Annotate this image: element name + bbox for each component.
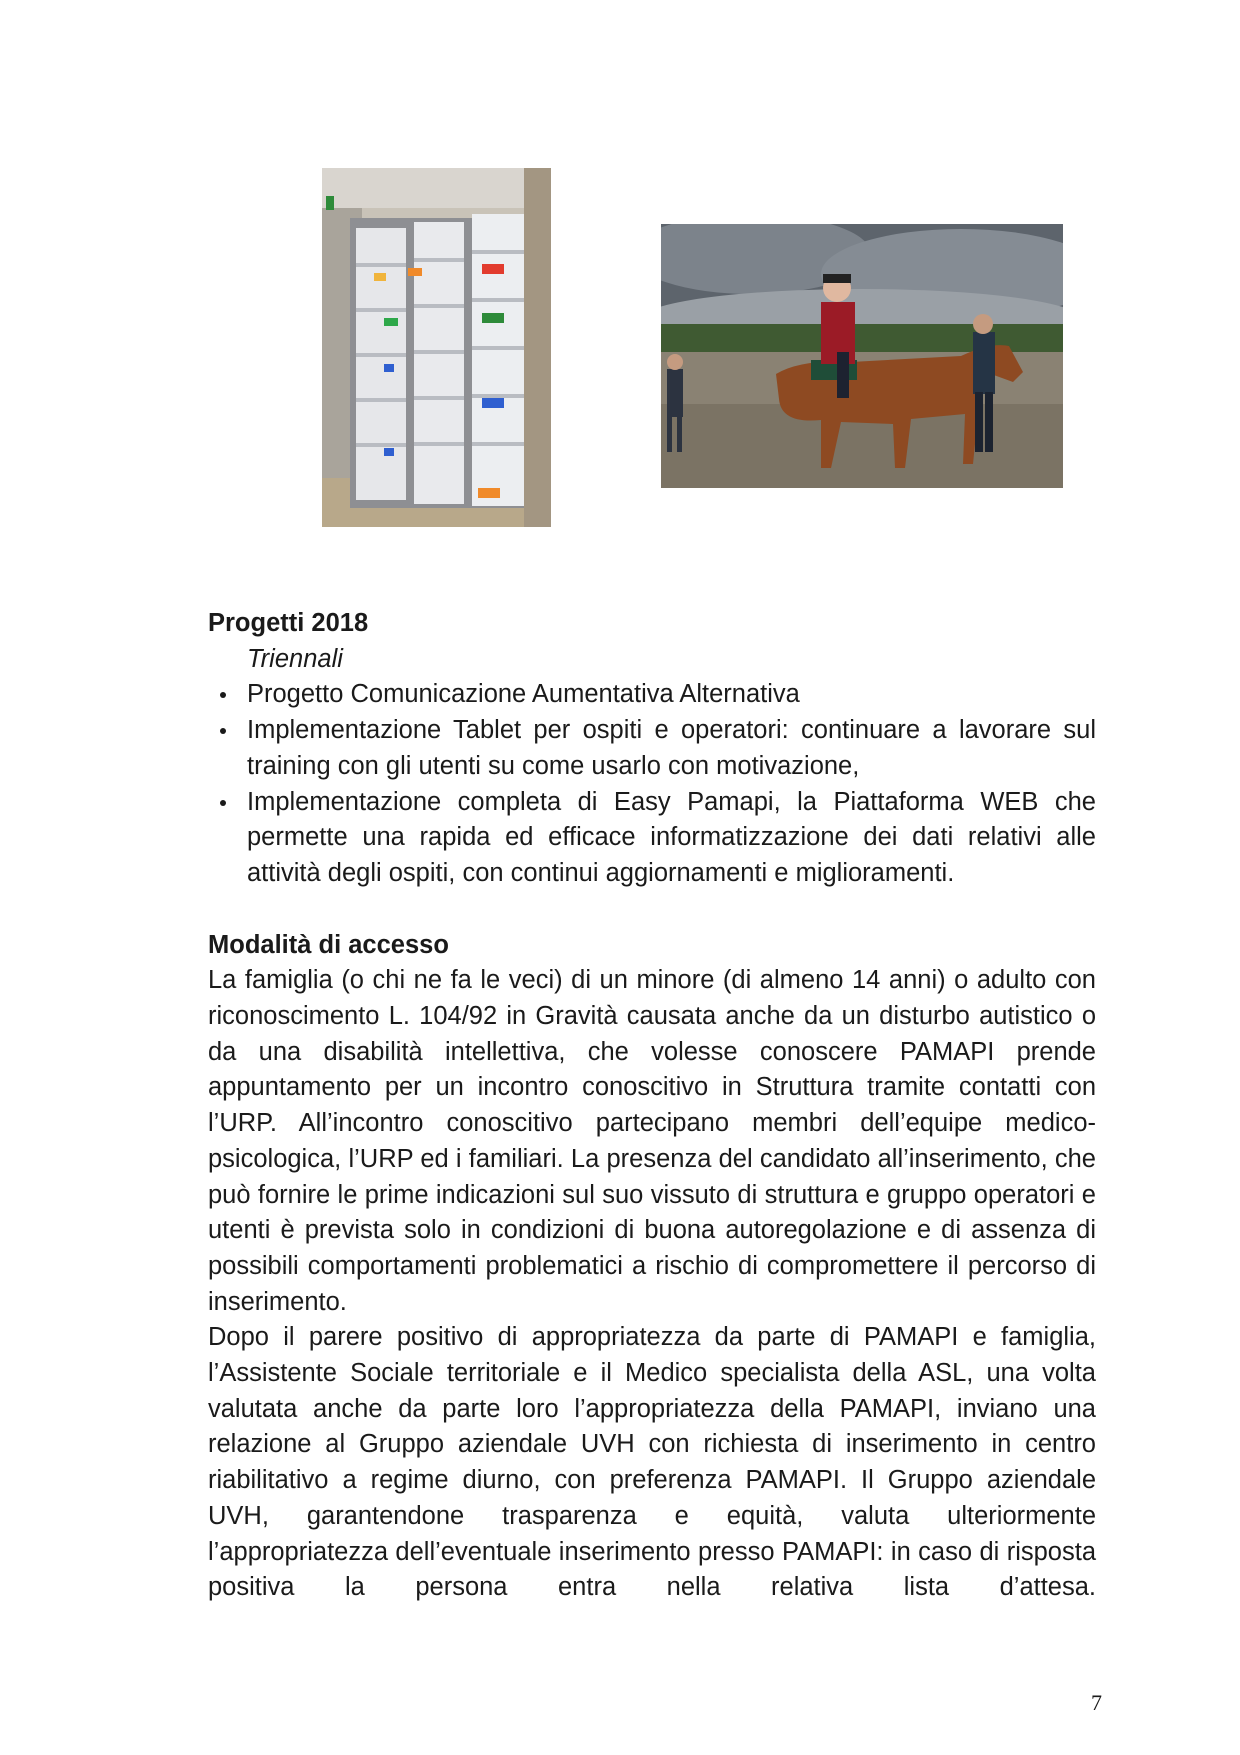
list-item: Implementazione completa di Easy Pamapi, la Piattaforma WEB che permette una rapida ed efficace informatizzazione dei dati relativi alle attività degli ospiti, con continui aggiornamenti e miglioramenti. bbox=[208, 785, 1096, 892]
horse-illustration bbox=[661, 224, 1063, 488]
shelves-illustration bbox=[322, 168, 551, 527]
photo-horse-riding bbox=[661, 224, 1063, 488]
list-item: Implementazione Tablet per ospiti e operatori: continuare a lavorare sul training con gli utenti su come usarlo con motivazione, bbox=[208, 713, 1096, 784]
photo-shelves bbox=[322, 168, 551, 527]
page-number: 7 bbox=[1091, 1690, 1102, 1715]
list-item: Progetto Comunicazione Aumentativa Alternativa bbox=[208, 677, 1096, 713]
document-body bbox=[208, 606, 1096, 1606]
access-heading: Modalità di accesso bbox=[208, 930, 449, 959]
access-paragraph: La famiglia (o chi ne fa le veci) di un minore (di almeno 14 anni) o adulto con riconoscimento L. 104/92 in Gravità causata anche da un disturbo autistico o da una disabilità intellettiva, che volesse conoscere PAMAPI prende appuntamento per un incontro conoscitivo in Struttura tramite contatti con l’URP. All’incontro conoscitivo partecipano membri dell’equipe medico-psicologica, l’URP ed i familiari. La presenza del candidato all’inserimento, che può fornire le prime indicazioni sul suo vissuto di struttura e gruppo operatori e utenti è prevista solo in condizioni di buona autoregolazione e di assenza di possibili comportamenti problematici a rischio di compromettere il percorso di inserimento. bbox=[208, 966, 1096, 1316]
access-paragraph: Dopo il parere positivo di appropriatezza da parte di PAMAPI e famiglia, l’Assistente Sociale territoriale e il Medico specialista della ASL, una volta valutata anche da parte loro l’appropriatezza della PAMAPI, inviano una relazione al Gruppo aziendale UVH con richiesta di inserimento in centro riabilitativo a regime diurno, con preferenza PAMAPI. Il Gruppo aziendale UVH, garantendone trasparenza e equità, valuta ulteriormente l’appropriatezza dell’eventuale inserimento presso PAMAPI: in caso di risposta positiva la persona entra nella relativa lista d’attesa. bbox=[208, 1323, 1096, 1602]
projects-subheading: Triennali bbox=[247, 644, 343, 673]
projects-heading: Progetti 2018 bbox=[208, 609, 369, 637]
projects-list bbox=[208, 677, 1096, 891]
